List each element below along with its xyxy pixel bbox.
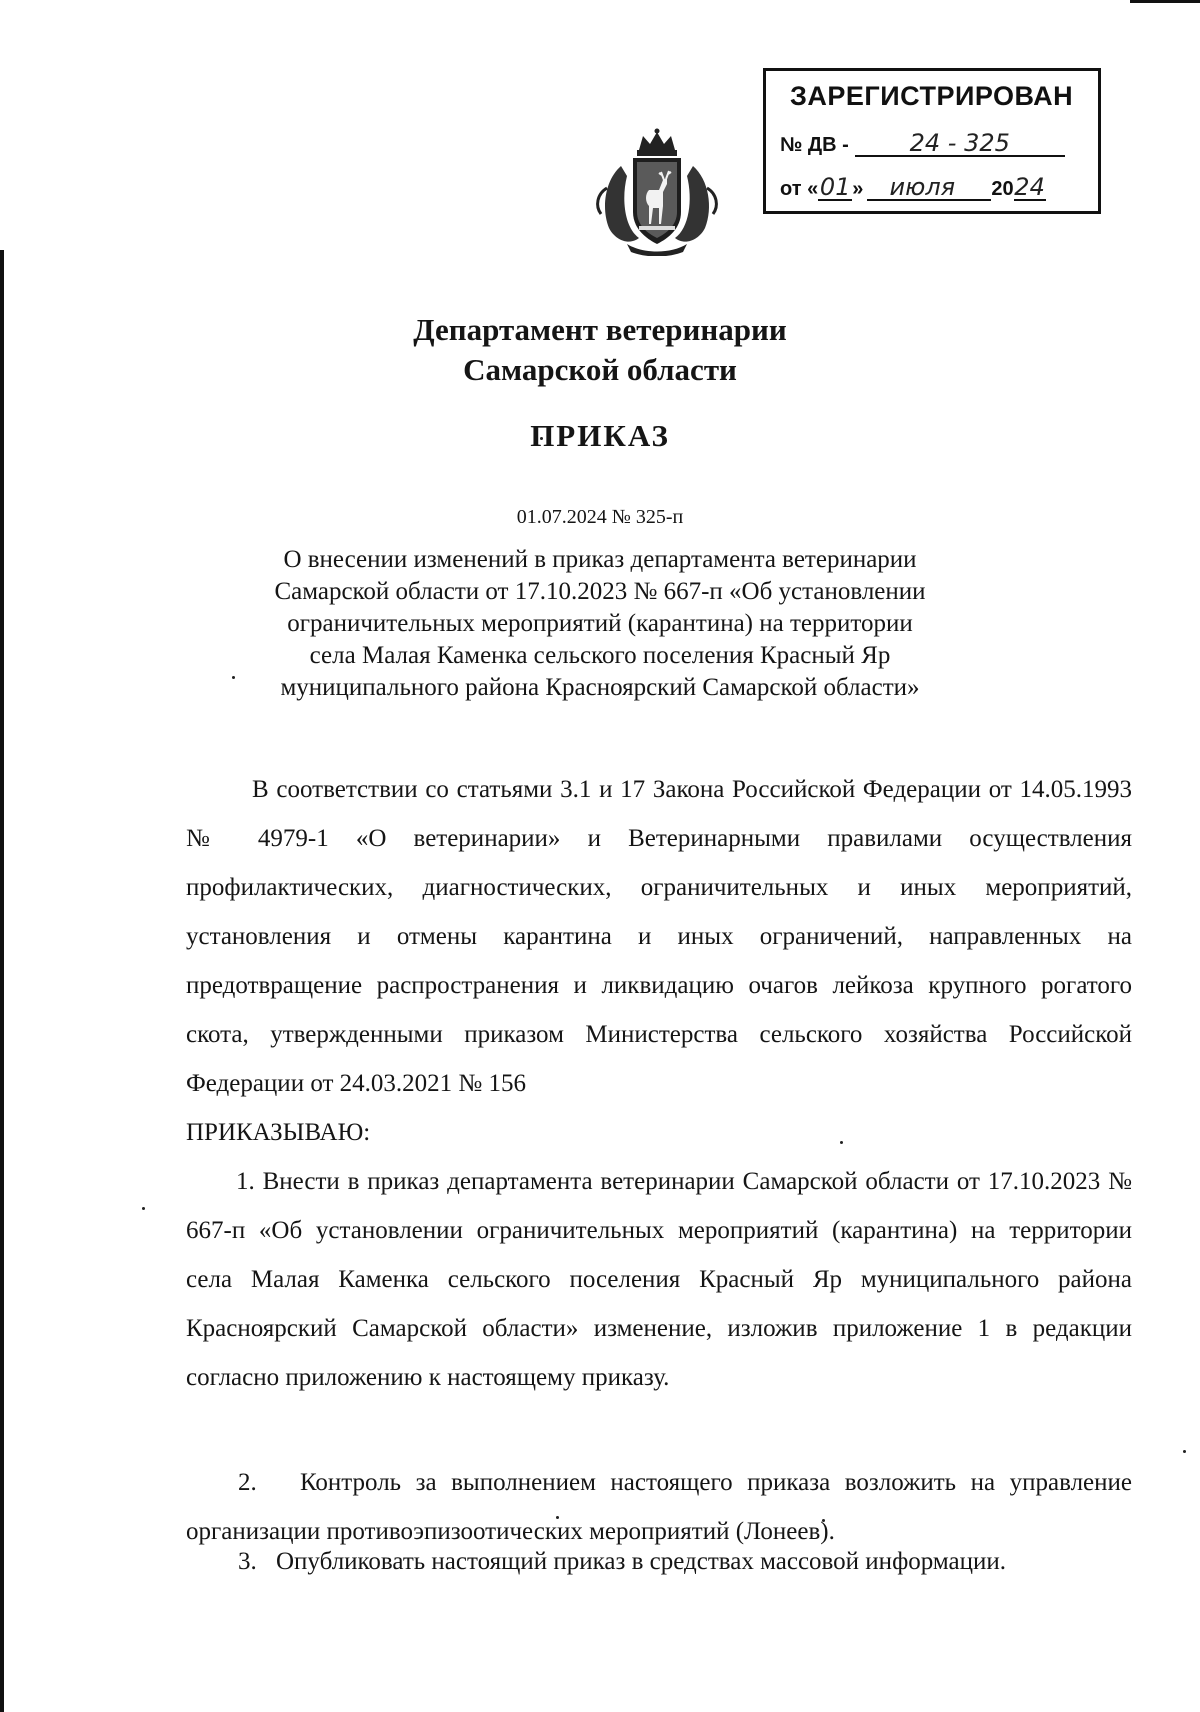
order-item-text: Внести в приказ департамента ветеринарии Самарской области от 17.10.2023 № 667-п «Об установлении ограничительных мероприятий (карантина) на территории села Малая Каменка сельского поселения Красный Яр муниципального района Красноярский Самарской области» изменение, изложив приложение 1 в редакции согласно приложению к настоящему приказу. (186, 1168, 1132, 1391)
order-item-text: Контроль за выполнением настоящего приказа возложить на управление организации противоэпизоотических мероприятий (Лонеев). (186, 1469, 1132, 1545)
samara-coat-of-arms-icon (587, 128, 727, 256)
scan-edge-top (1130, 0, 1200, 3)
stamp-number-label: № ДВ - (780, 134, 849, 156)
stamp-title: ЗАРЕГИСТРИРОВАН (790, 81, 1074, 111)
stamp-gap (977, 199, 991, 201)
department-name (0, 310, 1200, 390)
scan-edge-left (0, 250, 4, 1712)
department-line-1: Департамент ветеринарии (413, 312, 787, 347)
document-date-number: 01.07.2024 № 325-п (516, 506, 684, 528)
subject-line: О внесении изменений в приказ департамента ветеринарии (283, 546, 917, 573)
order-item-number: 2. (238, 1469, 257, 1496)
subject-line: села Малая Каменка сельского поселения Красный Яр (309, 642, 891, 669)
scan-speck (1183, 1450, 1186, 1453)
scan-speck (142, 1207, 145, 1210)
document-type: ПРИКАЗ (530, 418, 670, 453)
command-word: ПРИКАЗЫВАЮ: (186, 1119, 371, 1146)
stamp-date-row (780, 175, 1046, 201)
stamp-day: 01 (819, 173, 851, 201)
stamp-day-close: » (852, 178, 864, 200)
registration-stamp (763, 68, 1101, 214)
stamp-date-prefix: от « (780, 178, 819, 200)
order-item-number: 1. (236, 1168, 255, 1195)
preamble-text: В соответствии со статьями 3.1 и 17 Закона Российской Федерации от 14.05.1993 № 4979-1 «О ветеринарии» и Ветеринарными правилами осуществления профилактических, диагностических, ограничительных и иных мероприятий, установления и отмены карантина и иных ограничений, направленных на предотвращение распространения и ликвидацию очагов лейкоза крупного рогатого скота, утвержденными приказом Министерства сельского хозяйства Российской Федерации от 24.03.2021 № 156 (186, 776, 1132, 1097)
document-subject (200, 544, 1000, 704)
order-item-text: Опубликовать настоящий приказ в средствах массовой информации. (276, 1548, 1007, 1575)
subject-line: ограничительных мероприятий (карантина) на территории (287, 610, 913, 637)
order-item-3 (186, 1537, 1132, 1586)
subject-line: Самарской области от 17.10.2023 № 667-п «Об установлении (274, 578, 926, 605)
stamp-month: июля (867, 175, 977, 201)
department-line-2: Самарской области (463, 352, 737, 387)
preamble-block (186, 765, 1132, 1157)
stamp-year-prefix: 20 (991, 178, 1014, 200)
order-item-number: 3. (238, 1548, 257, 1575)
stamp-year-suffix: 24 (1014, 173, 1045, 201)
stamp-number-row (780, 131, 1065, 157)
order-item-1 (186, 1157, 1132, 1402)
subject-line: муниципального района Красноярский Самарской области» (280, 674, 920, 701)
stamp-number-value: 24 - 325 (855, 131, 1065, 157)
